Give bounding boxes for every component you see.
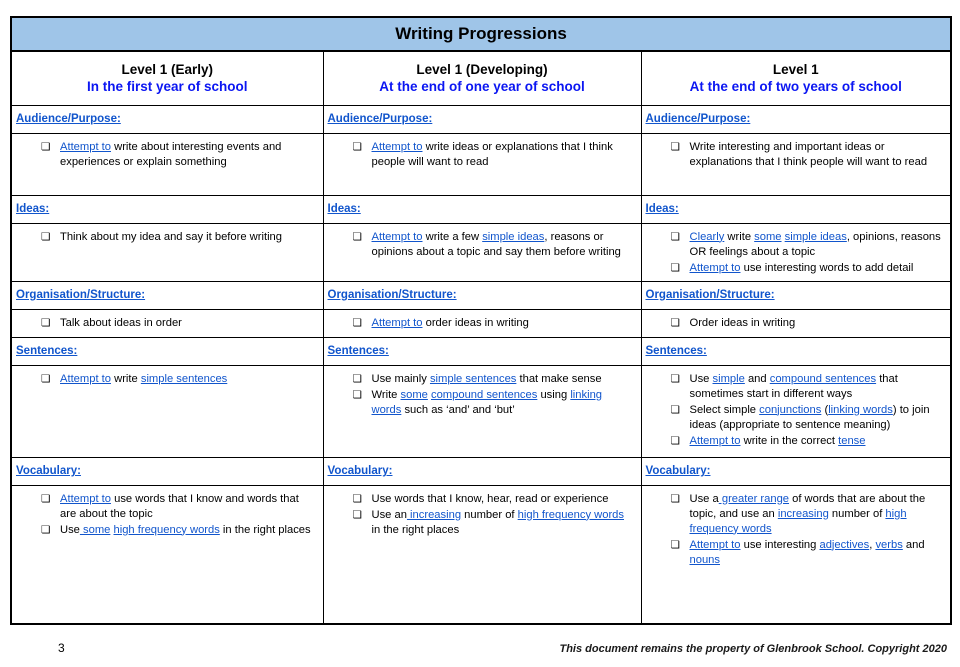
item-text: Select simple (689, 403, 760, 416)
checklist-item (352, 508, 635, 538)
section-heading-row (11, 457, 951, 485)
checklist-item (352, 372, 635, 387)
checklist-item (670, 538, 945, 568)
checkbox-icon: ❏ (41, 523, 51, 536)
section-heading-row (11, 337, 951, 365)
section-heading-row (11, 281, 951, 309)
section-heading-cell (641, 337, 951, 365)
link-text[interactable]: increasing (777, 507, 829, 520)
column-header-level1 (641, 51, 951, 105)
checklist-item (41, 316, 317, 331)
item-text: such as ‘and’ and ‘but’ (401, 403, 515, 416)
checklist (16, 372, 317, 387)
link-text[interactable]: verbs (875, 538, 903, 551)
title-row (11, 17, 951, 51)
column-header-level1-developing (323, 51, 641, 105)
link-text[interactable]: simple ideas (784, 230, 847, 243)
checklist (328, 316, 635, 331)
checklist-item (41, 492, 317, 522)
section-heading-cell (11, 105, 323, 133)
section-heading-cell (323, 195, 641, 223)
checkbox-icon: ❏ (41, 492, 51, 505)
link-text[interactable]: some (79, 523, 111, 536)
item-text: write ideas or explanations that I think people will want to read (371, 140, 613, 168)
checklist-item (670, 140, 945, 170)
section-content-cell (11, 365, 323, 457)
checkbox-icon: ❏ (670, 316, 680, 329)
item-text: Use a (689, 492, 719, 505)
item-text: , opinions, reasons OR feelings about a topic (689, 230, 941, 258)
copyright-notice: This document remains the property of Glenbrook School. Copyright 2020 (559, 643, 947, 655)
page-number: 3 (58, 641, 65, 655)
item-text: that make sense (516, 372, 602, 385)
link-text[interactable]: simple ideas (482, 230, 545, 243)
checklist (16, 230, 317, 245)
section-content-cell (641, 223, 951, 281)
checklist-item (41, 230, 317, 245)
section-content-cell (11, 485, 323, 624)
checklist-item (670, 261, 945, 276)
item-text: Think about my idea and say it before writing (60, 230, 283, 243)
link-text[interactable]: Attempt to (689, 538, 741, 551)
item-text: ( (821, 403, 829, 416)
section-heading: Audience/Purpose: (16, 113, 121, 125)
link-text[interactable]: compound sentences (430, 388, 538, 401)
checkbox-icon: ❏ (41, 372, 51, 385)
link-text[interactable]: Attempt to (689, 261, 741, 274)
section-content-cell (323, 485, 641, 624)
checklist-item (670, 230, 945, 260)
item-text: of words that are about the topic, and use an (689, 492, 926, 520)
section-content-cell (11, 309, 323, 337)
checklist (328, 140, 635, 170)
section-heading-cell (641, 195, 951, 223)
section-content-cell (641, 133, 951, 195)
link-text[interactable]: adjectives (819, 538, 870, 551)
section-content-cell (323, 133, 641, 195)
section-heading-cell (641, 281, 951, 309)
section-heading: Vocabulary: (16, 465, 81, 477)
page-title: Writing Progressions (11, 17, 951, 51)
checkbox-icon: ❏ (352, 316, 362, 329)
level-label: Level 1 (Developing) (416, 62, 548, 78)
section-heading-cell (323, 281, 641, 309)
checkbox-icon: ❏ (352, 230, 362, 243)
level-label: Level 1 (Early) (121, 62, 214, 78)
link-text[interactable]: some (400, 388, 428, 401)
checkbox-icon: ❏ (41, 316, 51, 329)
section-heading-cell (641, 105, 951, 133)
section-heading: Organisation/Structure: (327, 289, 457, 301)
item-text: use words that I know and words that are about the topic (60, 492, 299, 520)
link-text[interactable]: Attempt to (371, 140, 423, 153)
level-subtitle: In the first year of school (86, 79, 248, 95)
link-text[interactable]: conjunctions (759, 403, 822, 416)
checklist-item (670, 434, 945, 449)
checklist-item (41, 372, 317, 387)
section-heading-cell (641, 457, 951, 485)
link-text[interactable]: high frequency words (689, 507, 907, 535)
section-content-row (11, 365, 951, 457)
page-footer (0, 641, 960, 655)
checklist-item (670, 492, 945, 537)
link-text[interactable]: high frequency words (517, 508, 624, 521)
section-heading-cell (11, 281, 323, 309)
link-text[interactable]: linking words (371, 388, 603, 416)
item-text: write in the correct (740, 434, 839, 447)
checkbox-icon: ❏ (670, 372, 680, 385)
link-text[interactable]: Attempt to (689, 434, 741, 447)
link-text[interactable]: Attempt to (371, 316, 423, 329)
section-heading: Audience/Purpose: (645, 113, 751, 125)
link-text[interactable]: high frequency words (113, 523, 220, 536)
section-heading: Organisation/Structure: (645, 289, 775, 301)
item-text: in the right places (219, 523, 311, 536)
item-text: and (744, 372, 770, 385)
checklist-item (670, 316, 945, 331)
checkbox-icon: ❏ (670, 140, 680, 153)
checklist (16, 140, 317, 170)
checkbox-icon: ❏ (41, 230, 51, 243)
section-heading-cell (323, 105, 641, 133)
section-heading: Sentences: (327, 345, 389, 357)
checklist (16, 492, 317, 538)
item-text: number of (461, 508, 518, 521)
section-heading-cell (11, 337, 323, 365)
checkbox-icon: ❏ (352, 372, 362, 385)
checklist-item (352, 140, 635, 170)
link-text[interactable]: simple sentences (429, 372, 517, 385)
item-text: , (869, 538, 876, 551)
checkbox-icon: ❏ (670, 230, 680, 243)
link-text[interactable]: Attempt to (371, 230, 423, 243)
item-text: using (537, 388, 571, 401)
checklist (16, 316, 317, 331)
section-content-row (11, 223, 951, 281)
item-text: ) to join ideas (appropriate to sentence meaning) (689, 403, 930, 431)
link-text[interactable]: Attempt to (60, 492, 111, 505)
item-text: Talk about ideas in order (60, 316, 182, 329)
section-content-row (11, 485, 951, 624)
section-content-cell (323, 365, 641, 457)
item-text: Use mainly (371, 372, 430, 385)
checkbox-icon: ❏ (670, 403, 680, 416)
checklist (328, 372, 635, 418)
checkbox-icon: ❏ (352, 508, 362, 521)
checklist-item (670, 403, 945, 433)
section-heading: Organisation/Structure: (16, 289, 146, 301)
section-heading-cell (11, 457, 323, 485)
item-text: write about interesting events and experiences or explain something (60, 140, 282, 168)
item-text: Use (689, 372, 713, 385)
section-heading-row (11, 105, 951, 133)
section-heading: Vocabulary: (327, 465, 393, 477)
checklist (646, 372, 945, 449)
section-heading: Vocabulary: (645, 465, 711, 477)
link-text[interactable]: compound sentences (769, 372, 877, 385)
item-text: Order ideas in writing (689, 316, 796, 329)
item-text: number of (828, 507, 886, 520)
section-content-cell (323, 309, 641, 337)
section-content-cell (11, 223, 323, 281)
level-label: Level 1 (772, 62, 819, 78)
link-text[interactable]: tense (838, 434, 866, 447)
item-text: use interesting (740, 538, 820, 551)
checklist-item (352, 492, 635, 507)
section-content-cell (11, 133, 323, 195)
link-text[interactable]: Clearly (689, 230, 725, 243)
checklist-item (352, 388, 635, 418)
link-text[interactable]: linking words (828, 403, 893, 416)
section-heading: Ideas: (645, 203, 679, 215)
column-header-level1-early (11, 51, 323, 105)
section-content-cell (641, 485, 951, 624)
section-heading-cell (11, 195, 323, 223)
checklist-item (352, 230, 635, 260)
link-text[interactable]: simple (712, 372, 745, 385)
checkbox-icon: ❏ (670, 434, 680, 447)
section-heading-row (11, 195, 951, 223)
item-text: Use (60, 523, 80, 536)
column-header-row (11, 51, 951, 105)
link-text[interactable]: greater range (718, 492, 790, 505)
link-text[interactable]: nouns (689, 553, 720, 566)
checkbox-icon: ❏ (670, 492, 680, 505)
section-heading-cell (323, 337, 641, 365)
item-text: Use an (371, 508, 407, 521)
section-heading: Ideas: (327, 203, 361, 215)
item-text: Use words that I know, hear, read or experience (371, 492, 609, 505)
checklist-item (41, 140, 317, 170)
checkbox-icon: ❏ (352, 492, 362, 505)
item-text: order ideas in writing (422, 316, 529, 329)
checkbox-icon: ❏ (670, 538, 680, 551)
item-text: , reasons or opinions about a topic and say them before writing (371, 230, 621, 258)
item-text: that sometimes start in different ways (689, 372, 898, 400)
checkbox-icon: ❏ (352, 388, 362, 401)
link-text[interactable]: some (754, 230, 782, 243)
item-text: and (902, 538, 925, 551)
checkbox-icon: ❏ (41, 140, 51, 153)
link-text[interactable]: simple sentences (140, 372, 228, 385)
link-text[interactable]: increasing (406, 508, 462, 521)
section-content-cell (641, 309, 951, 337)
section-heading-cell (323, 457, 641, 485)
checkbox-icon: ❏ (670, 261, 680, 274)
writing-progressions-table (10, 16, 952, 625)
item-text: write (724, 230, 755, 243)
item-text: write a few (422, 230, 483, 243)
section-heading: Sentences: (645, 345, 707, 357)
checklist-item (41, 523, 317, 538)
section-content-row (11, 309, 951, 337)
item-text: write (111, 372, 141, 385)
item-text: use interesting words to add detail (740, 261, 914, 274)
section-heading: Ideas: (16, 203, 50, 215)
checklist (646, 492, 945, 568)
item-text: Write (371, 388, 401, 401)
checkbox-icon: ❏ (352, 140, 362, 153)
checklist (646, 140, 945, 170)
checklist (328, 492, 635, 538)
checklist (328, 230, 635, 260)
section-content-row (11, 133, 951, 195)
section-heading: Sentences: (16, 345, 78, 357)
section-heading: Audience/Purpose: (327, 113, 433, 125)
checklist-item (670, 372, 945, 402)
link-text[interactable]: Attempt to (60, 140, 111, 153)
item-text: in the right places (371, 523, 460, 536)
checklist (646, 230, 945, 276)
link-text[interactable]: Attempt to (60, 372, 111, 385)
section-content-cell (641, 365, 951, 457)
item-text: Write interesting and important ideas or explanations that I think people will want to read (689, 140, 928, 168)
checklist-item (352, 316, 635, 331)
level-subtitle: At the end of one year of school (379, 79, 585, 95)
section-content-cell (323, 223, 641, 281)
level-subtitle: At the end of two years of school (689, 79, 902, 95)
checklist (646, 316, 945, 331)
